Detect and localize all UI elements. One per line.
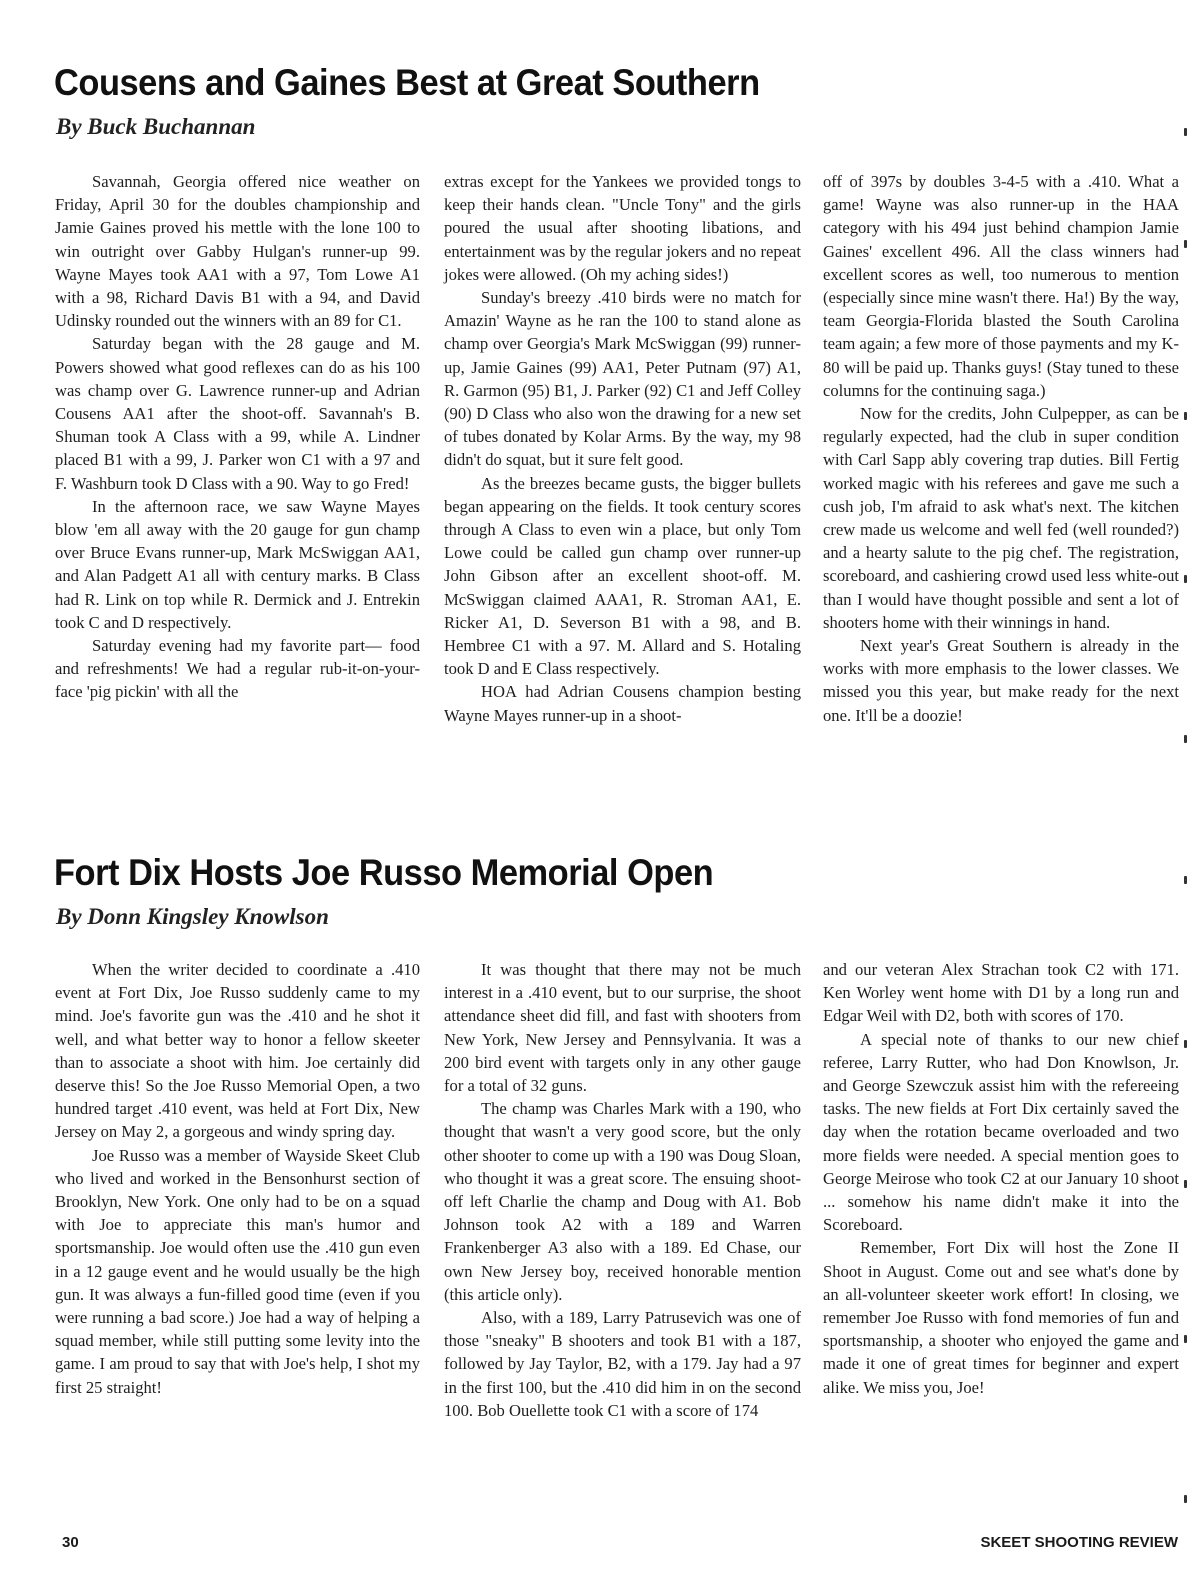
article-2-column-3 xyxy=(823,958,1179,1399)
paragraph: Joe Russo was a member of Wayside Skeet Club who lived and worked in the Bensonhurst section of Brooklyn, New York. One only had to be on a squad with Joe to appreciate this man's humor and sportsmanship. Joe would often use the .410 gun even in a 12 gauge event and he would usually be the high gun. It was always a fun-filled good time (even if you were running a bad score.) Joe had a way of helping a squad member, while still putting some levity into the game. I am proud to say that with Joe's help, I shot my first 25 straight! xyxy=(55,1145,420,1397)
article-1-byline: By Buck Buchannan xyxy=(56,114,256,139)
article-2-byline: By Donn Kingsley Knowlson xyxy=(56,904,329,929)
article-1-column-3 xyxy=(823,170,1179,727)
paragraph: extras except for the Yankees we provided tongs to keep their hands clean. "Uncle Tony" and the girls poured the usual after shooting libations, and entertainment was by the regular jokers and no repeat jokes were allowed. (Oh my aching sides!) xyxy=(444,172,801,284)
article-2-headline: Fort Dix Hosts Joe Russo Memorial Open xyxy=(54,852,714,893)
paragraph: off of 397s by doubles 3-4-5 with a .410. What a game! Wayne was also runner-up in the HAA category with his 494 just behind champion Jamie Gaines' excellent 496. All the class winners had excellent scores as well, too numerous to mention (especially since mine wasn't there. Ha!) By the way, team Georgia-Florida blasted the South Carolina team again; a few more of those payments and my K-80 will be paid up. Thanks guys! (Stay tuned to these columns for the continuing saga.) xyxy=(823,172,1179,400)
paragraph: As the breezes became gusts, the bigger bullets began appearing on the fields. It took century scores through A Class to even win a place, but only Tom Lowe could be called gun champ over runner-up John Gibson after an excellent shoot-off. M. McSwiggan claimed AAA1, R. Stroman AA1, E. Ricker A1, D. Severson B1 with a 98, and B. Hembree C1 with a 97. M. Allard and S. Hotaling took D and E Class respectively. xyxy=(444,473,801,679)
publication-name: SKEET SHOOTING REVIEW xyxy=(980,1534,1178,1551)
article-1-headline: Cousens and Gaines Best at Great Southern xyxy=(54,62,760,103)
paragraph: The champ was Charles Mark with a 190, who thought that wasn't a very good score, but the only other shooter to come up with a 190 was Doug Sloan, who thought it was a great score. The ensuing shoot-off left Charlie the champ and Doug with A1. Bob Johnson took A2 with a 189 and Warren Frankenberger A3 also with a 189. Ed Chase, our own New Jersey boy, received honorable mention (this article only). xyxy=(444,1099,801,1304)
scan-mark xyxy=(1184,1180,1187,1188)
paragraph: Also, with a 189, Larry Patrusevich was one of those "sneaky" B shooters and took B1 with a 187, followed by Jay Taylor, B2, with a 179. Jay had a 97 in the first 100, but the .410 did him in on the second 100. Bob Ouellette took C1 with a score of 174 xyxy=(444,1308,801,1420)
paragraph: Now for the credits, John Culpepper, as can be regularly expected, had the club in super condition with Carl Sapp ably covering trap duties. Bill Fertig worked magic with his referees and gave me such a cush job, I'm afraid to ask what's next. The kitchen crew made us welcome and well fed (well rounded?) and a hearty salute to the pig chef. The registration, scoreboard, and cashiering crowd used less white-out than I would have thought possible and sent a lot of shooters home with their winnings in hand. xyxy=(823,404,1179,632)
paragraph: A special note of thanks to our new chief referee, Larry Rutter, who had Don Knowlson, Jr. and George Szewczuk assist him with the refereeing tasks. The new fields at Fort Dix certainly saved the day when the rotation became overloaded and two more fields were needed. A special mention goes to George Meirose who took C2 at our January 10 shoot ... somehow his name didn't make it into the Scoreboard. xyxy=(823,1029,1179,1235)
scan-mark xyxy=(1184,876,1187,884)
paragraph: Saturday evening had my favorite part— food and refreshments! We had a regular rub-it-on-your-face 'pig pickin' with all the xyxy=(55,636,420,702)
scan-mark xyxy=(1184,240,1187,248)
paragraph: HOA had Adrian Cousens champion besting Wayne Mayes runner-up in a shoot- xyxy=(444,682,801,725)
scan-mark xyxy=(1184,1495,1187,1503)
paragraph: When the writer decided to coordinate a .410 event at Fort Dix, Joe Russo suddenly came to my mind. Joe's favorite gun was the .410 and he shot it well, and what better way to honor a fellow skeeter than to associate a shoot with him. Joe certainly did deserve this! So the Joe Russo Memorial Open, a two hundred target .410 event, was held at Fort Dix, New Jersey on May 2, a gorgeous and windy spring day. xyxy=(55,960,420,1142)
article-2-column-2 xyxy=(444,958,801,1422)
paragraph: Saturday began with the 28 gauge and M. Powers showed what good reflexes can do as his 100 was champ over G. Lawrence runner-up and Adrian Cousens AA1 after the shoot-off. Savannah's B. Shuman took A Class with a 99, while A. Lindner placed B1 with a 99, J. Parker won C1 with a 97 and F. Washburn took D Class with a 90. Way to go Fred! xyxy=(55,334,420,493)
paragraph: It was thought that there may not be much interest in a .410 event, but to our surprise, the shoot attendance sheet did fill, and fast with shooters from New York, New Jersey and Pennsylvania. It was a 200 bird event with targets only in any other gauge for a total of 32 guns. xyxy=(444,960,801,1096)
paragraph: Savannah, Georgia offered nice weather on Friday, April 30 for the doubles championship and Jamie Gaines proved his mettle with the lone 100 to win outright over Gabby Hulgan's runner-up 99. Wayne Mayes took AA1 with a 97, Tom Lowe A1 with a 98, Richard Davis B1 with a 94, and David Udinsky rounded out the winners with an 89 for C1. xyxy=(55,172,420,331)
scan-mark xyxy=(1184,128,1187,136)
paragraph: Sunday's breezy .410 birds were no match for Amazin' Wayne as he ran the 100 to stand alone as champ over Georgia's Mark McSwiggan (99) runner-up, Jamie Gaines (99) AA1, Peter Putnam (97) A1, R. Garmon (95) B1, J. Parker (92) C1 and Jeff Colley (90) D Class who also won the drawing for a new set of tubes donated by Kolar Arms. By the way, my 98 didn't do squat, but it sure felt good. xyxy=(444,288,801,470)
paragraph: Next year's Great Southern is already in the works with more emphasis to the lower classes. We missed you this year, but make ready for the next one. It'll be a doozie! xyxy=(823,636,1179,725)
paragraph: In the afternoon race, we saw Wayne Mayes blow 'em all away with the 20 gauge for gun champ over Bruce Evans runner-up, Mark McSwiggan AA1, and Alan Padgett A1 all with century marks. B Class had R. Link on top while R. Dermick and J. Entrekin took C and D respectively. xyxy=(55,496,420,632)
article-2-column-1 xyxy=(55,958,420,1399)
paragraph: Remember, Fort Dix will host the Zone II Shoot in August. Come out and see what's done by an all-volunteer skeeter work effort! In closing, we remember Joe Russo with fond memories of fun and sportsmanship, a shooter who enjoyed the game and made it one of great times for beginner and expert alike. We miss you, Joe! xyxy=(823,1238,1179,1397)
article-1-column-1 xyxy=(55,170,420,704)
article-1-column-2 xyxy=(444,170,801,727)
paragraph: and our veteran Alex Strachan took C2 with 171. Ken Worley went home with D1 by a long run and Edgar Weil with D2, both with scores of 170. xyxy=(823,960,1179,1026)
scan-mark xyxy=(1184,575,1187,583)
scan-mark xyxy=(1184,735,1187,743)
scan-mark xyxy=(1184,1335,1187,1343)
page-number: 30 xyxy=(62,1534,79,1551)
scan-mark xyxy=(1184,1040,1187,1048)
scan-mark xyxy=(1184,412,1187,420)
